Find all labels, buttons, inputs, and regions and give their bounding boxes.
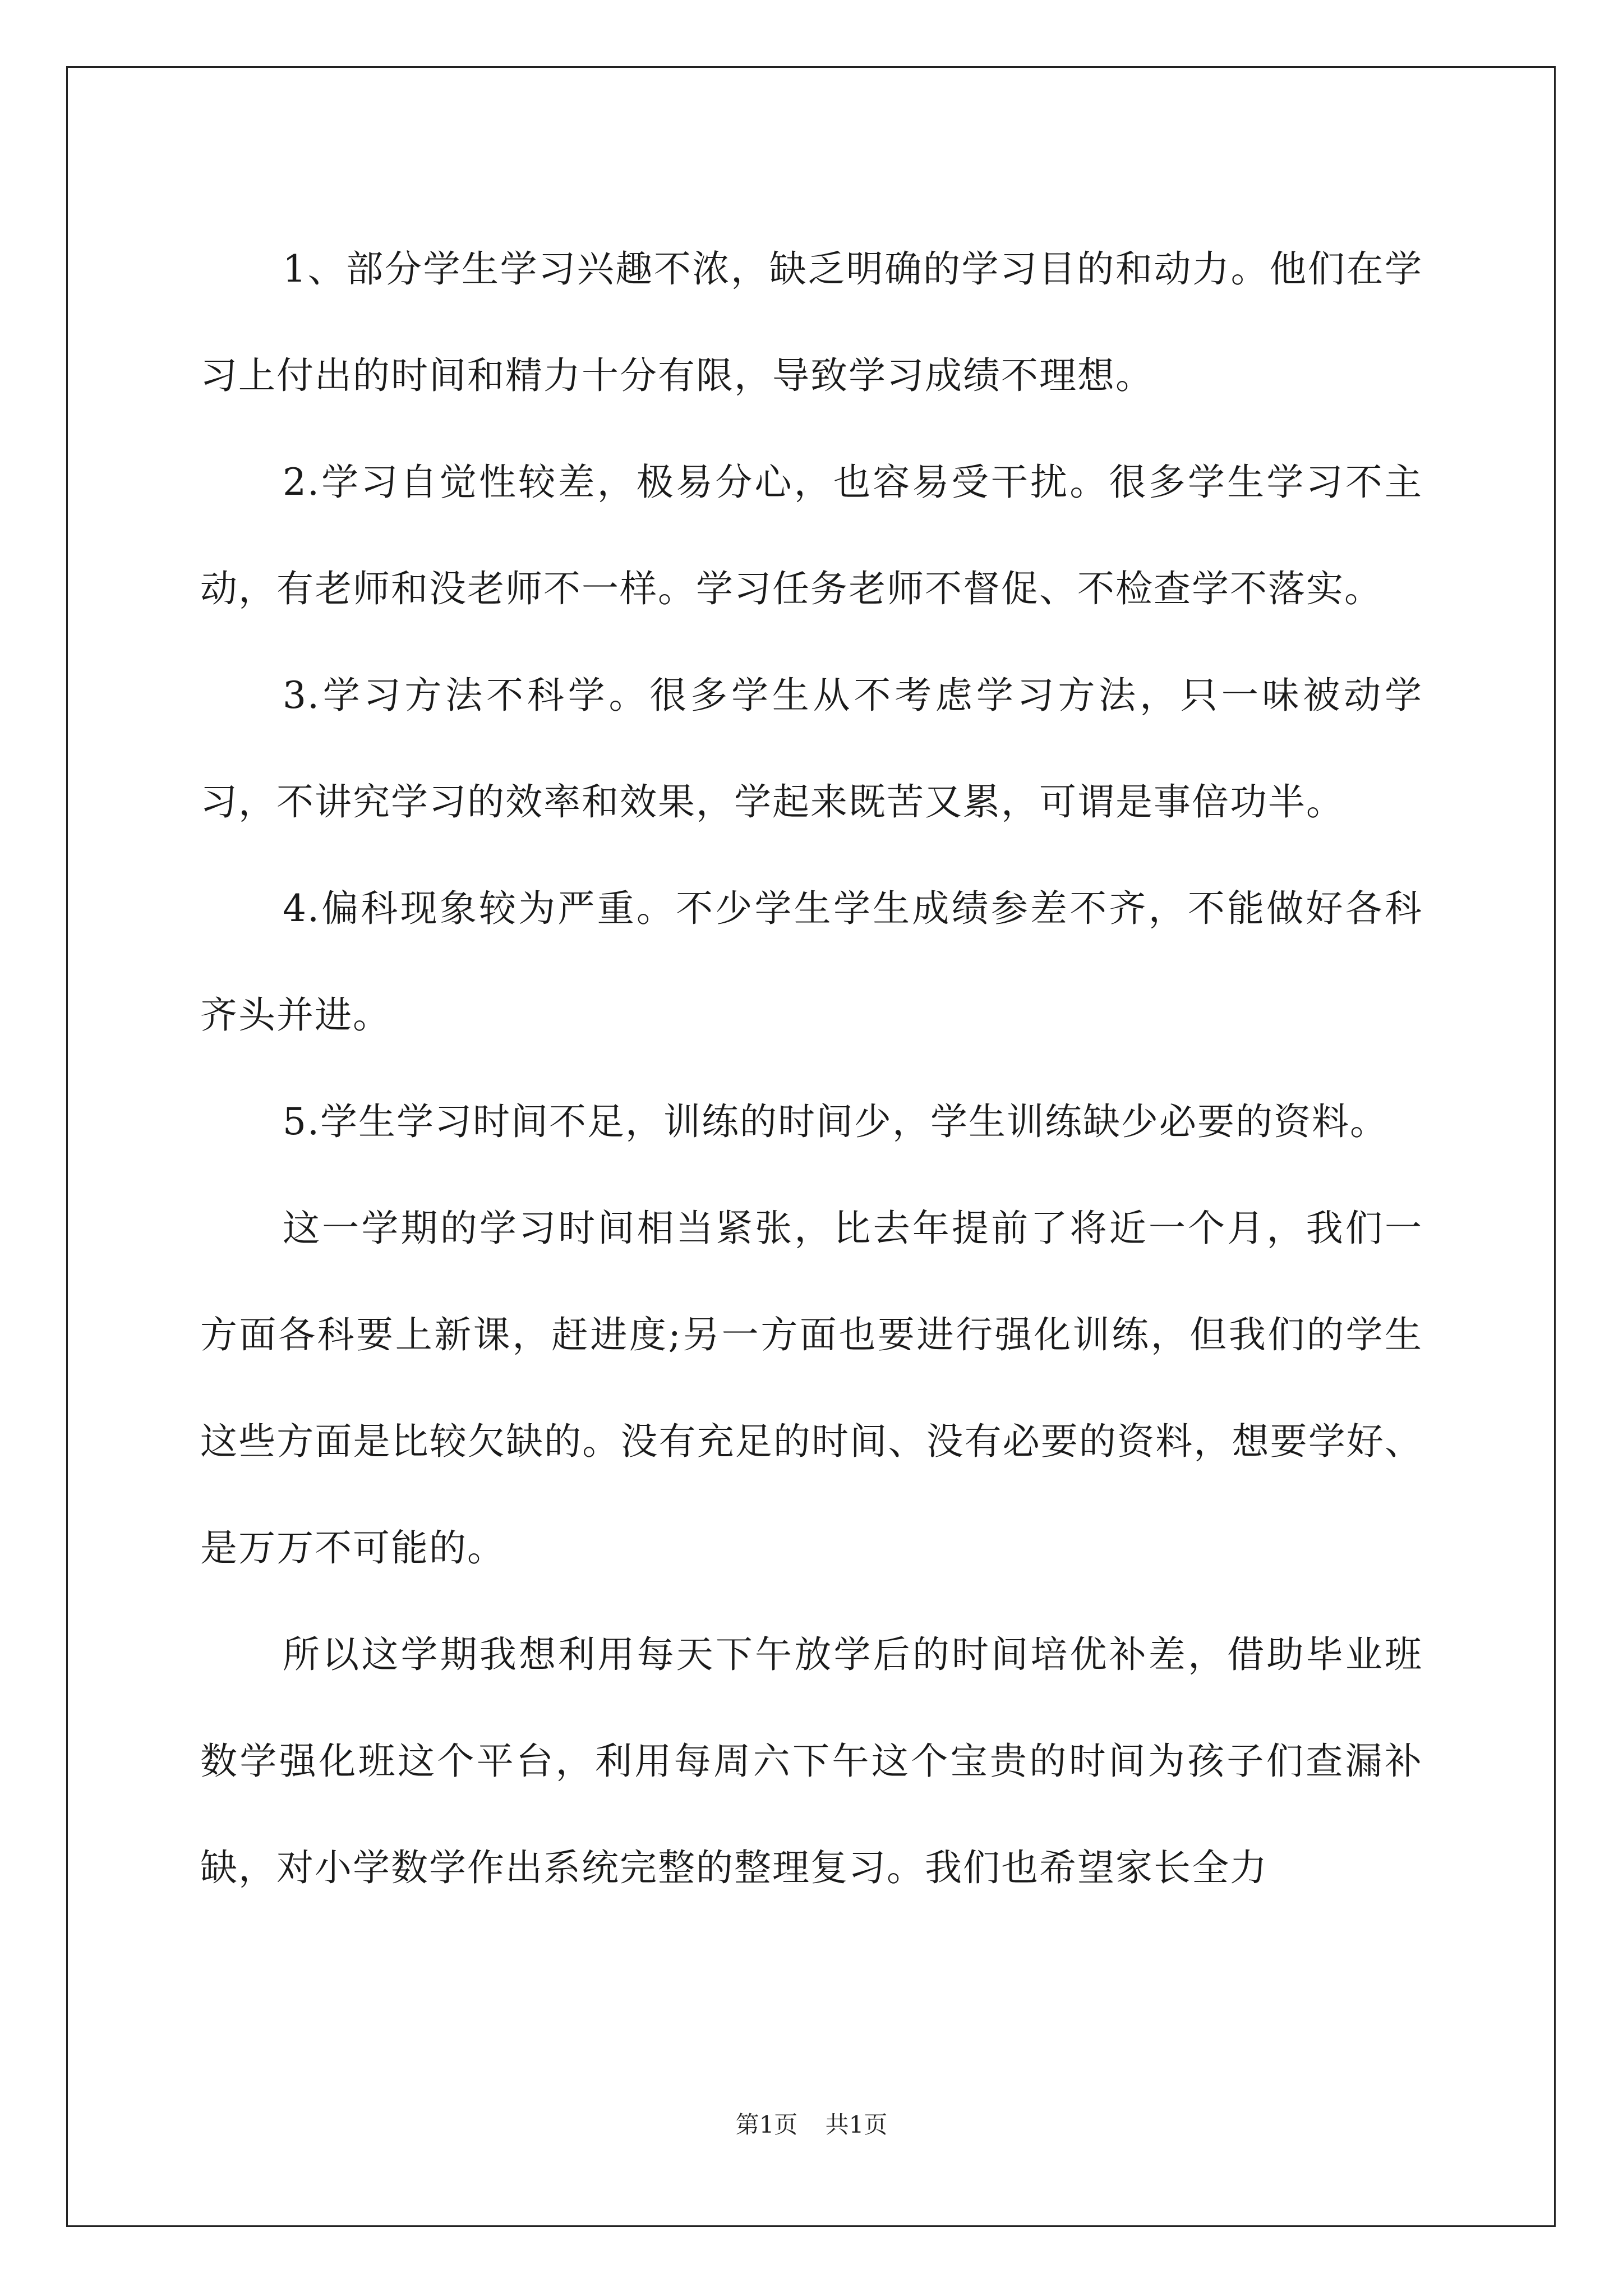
paragraph-2: 2.学习自觉性较差，极易分心，也容易受干扰。很多学生学习不主动，有老师和没老师不一样。学习任务老师不督促、不检查学不落实。 [200,461,1423,610]
paragraph-6: 这一学期的学习时间相当紧张，比去年提前了将近一个月，我们一方面各科要上新课，赶进度;另一方面也要进行强化训练，但我们的学生这些方面是比较欠缺的。没有充足的时间、没有必要的资料，想要学好、是万万不可能的。 [200,1207,1423,1570]
paragraph-5: 5.学生学习时间不足，训练的时间少，学生训练缺少必要的资料。 [283,1100,1388,1143]
paragraph-3: 3.学习方法不科学。很多学生从不考虑学习方法，只一味被动学习，不讲究学习的效率和效果，学起来既苦又累，可谓是事倍功半。 [200,674,1423,823]
total-pages: 共1页 [825,2111,888,2138]
page-footer [0,2106,1623,2140]
paragraph-1: 1、部分学生学习兴趣不浓，缺乏明确的学习目的和动力。他们在学习上付出的时间和精力十分有限，导致学习成绩不理想。 [200,247,1423,397]
paragraph-7: 所以这学期我想利用每天下午放学后的时间培优补差，借助毕业班数学强化班这个平台，利用每周六下午这个宝贵的时间为孩子们查漏补缺，对小学数学作出系统完整的整理复习。我们也希望家长全力 [200,1633,1423,1889]
paragraph-4: 4.偏科现象较为严重。不少学生学生成绩参差不齐，不能做好各科齐头并进。 [200,887,1423,1037]
page-number: 第1页 [735,2111,798,2138]
document-body [200,216,1423,1921]
